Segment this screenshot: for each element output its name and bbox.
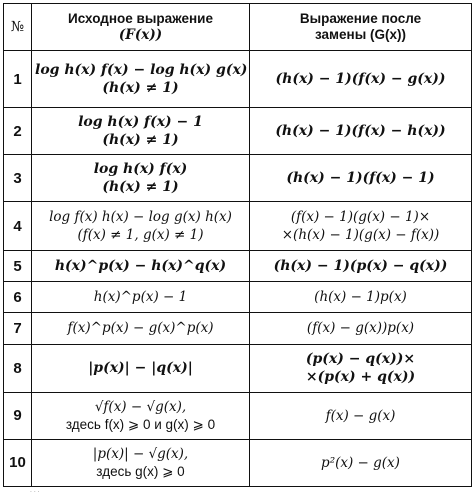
left-expression: [32, 51, 250, 108]
right-expression-line: (h(x) − 1)(f(x) − 1): [286, 170, 435, 187]
left-expression: [32, 439, 250, 486]
left-expression-line: log h(x) f(x) − log h(x) g(x): [35, 62, 248, 79]
footer-mark: · · ·: [30, 489, 40, 496]
left-expression-line: (h(x) ≠ 1): [102, 179, 179, 196]
right-expression: [250, 392, 472, 439]
replacement-table: [3, 3, 472, 487]
right-expression-line: (f(x) − 1)(g(x) − 1)×: [290, 209, 431, 226]
left-expression: [32, 392, 250, 439]
right-expression: [250, 282, 472, 312]
right-expression-line: (h(x) − 1)p(x): [314, 289, 407, 306]
left-expression: [32, 202, 250, 251]
table-row: [4, 312, 472, 344]
table-row: [4, 344, 472, 392]
right-expression-line: (h(x) − 1)(p(x) − q(x)): [273, 258, 448, 275]
left-expression-line: здесь f(x) ⩾ 0 и g(x) ⩾ 0: [65, 416, 216, 432]
row-number: 5: [4, 251, 32, 282]
left-expression-line: (f(x) ≠ 1, g(x) ≠ 1): [77, 227, 204, 244]
header-original: [32, 4, 250, 51]
row-number: 2: [4, 108, 32, 155]
right-expression-line: ×(p(x) + q(x)): [305, 369, 416, 386]
table-row: [4, 51, 472, 108]
table-body: [4, 51, 472, 487]
table-row: [4, 155, 472, 202]
right-expression-line: (h(x) − 1)(f(x) − h(x)): [275, 123, 446, 140]
left-expression-line: h(x)^p(x) − 1: [93, 289, 188, 306]
header-original-fn: (F(x)): [118, 27, 163, 43]
left-expression-line: √f(x) − √g(x),: [94, 398, 187, 415]
right-expression-line: f(x) − g(x): [325, 407, 396, 424]
right-expression-line: p²(x) − g(x): [321, 454, 400, 471]
right-expression-line: (f(x) − g(x))p(x): [306, 320, 415, 337]
right-expression: [250, 51, 472, 108]
left-expression-line: f(x)^p(x) − g(x)^p(x): [67, 320, 214, 337]
left-expression: [32, 251, 250, 282]
header-original-title: Исходное выражение: [68, 11, 213, 26]
table-row: [4, 202, 472, 251]
row-number: 10: [4, 439, 32, 486]
right-expression-line: ×(h(x) − 1)(g(x) − f(x)): [281, 227, 440, 244]
left-expression: [32, 108, 250, 155]
table-row: [4, 282, 472, 312]
left-expression-line: |p(x)| − |q(x)|: [88, 360, 193, 377]
right-expression: [250, 202, 472, 251]
row-number: 9: [4, 392, 32, 439]
right-expression-line: (p(x) − q(x))×: [305, 351, 416, 368]
right-expression: [250, 251, 472, 282]
left-expression: [32, 155, 250, 202]
right-expression: [250, 344, 472, 392]
left-expression-line: (h(x) ≠ 1): [102, 132, 179, 149]
left-expression-line: log h(x) f(x) − 1: [78, 114, 203, 131]
row-number: 8: [4, 344, 32, 392]
right-expression: [250, 312, 472, 344]
header-num: №: [4, 4, 32, 51]
row-number: 4: [4, 202, 32, 251]
left-expression-line: |p(x)| − √g(x),: [92, 445, 189, 462]
left-expression: [32, 344, 250, 392]
row-number: 7: [4, 312, 32, 344]
table-row: [4, 108, 472, 155]
left-expression-line: h(x)^p(x) − h(x)^q(x): [54, 258, 227, 275]
right-expression: [250, 155, 472, 202]
row-number: 6: [4, 282, 32, 312]
header-replaced-line1: Выражение после: [299, 11, 422, 26]
right-expression-line: (h(x) − 1)(f(x) − g(x)): [275, 71, 446, 88]
left-expression-line: log h(x) f(x): [93, 161, 188, 178]
header-replaced: [250, 4, 472, 51]
left-expression-line: log f(x) h(x) − log g(x) h(x): [49, 209, 232, 226]
right-expression: [250, 439, 472, 486]
header-replaced-line2: замены (G(x)): [315, 27, 406, 42]
header-row: [4, 4, 472, 51]
left-expression-line: (h(x) ≠ 1): [102, 80, 179, 97]
table-row: [4, 439, 472, 486]
table-row: [4, 251, 472, 282]
left-expression: [32, 282, 250, 312]
right-expression: [250, 108, 472, 155]
left-expression-line: здесь g(x) ⩾ 0: [96, 463, 185, 479]
row-number: 1: [4, 51, 32, 108]
row-number: 3: [4, 155, 32, 202]
table-row: [4, 392, 472, 439]
left-expression: [32, 312, 250, 344]
